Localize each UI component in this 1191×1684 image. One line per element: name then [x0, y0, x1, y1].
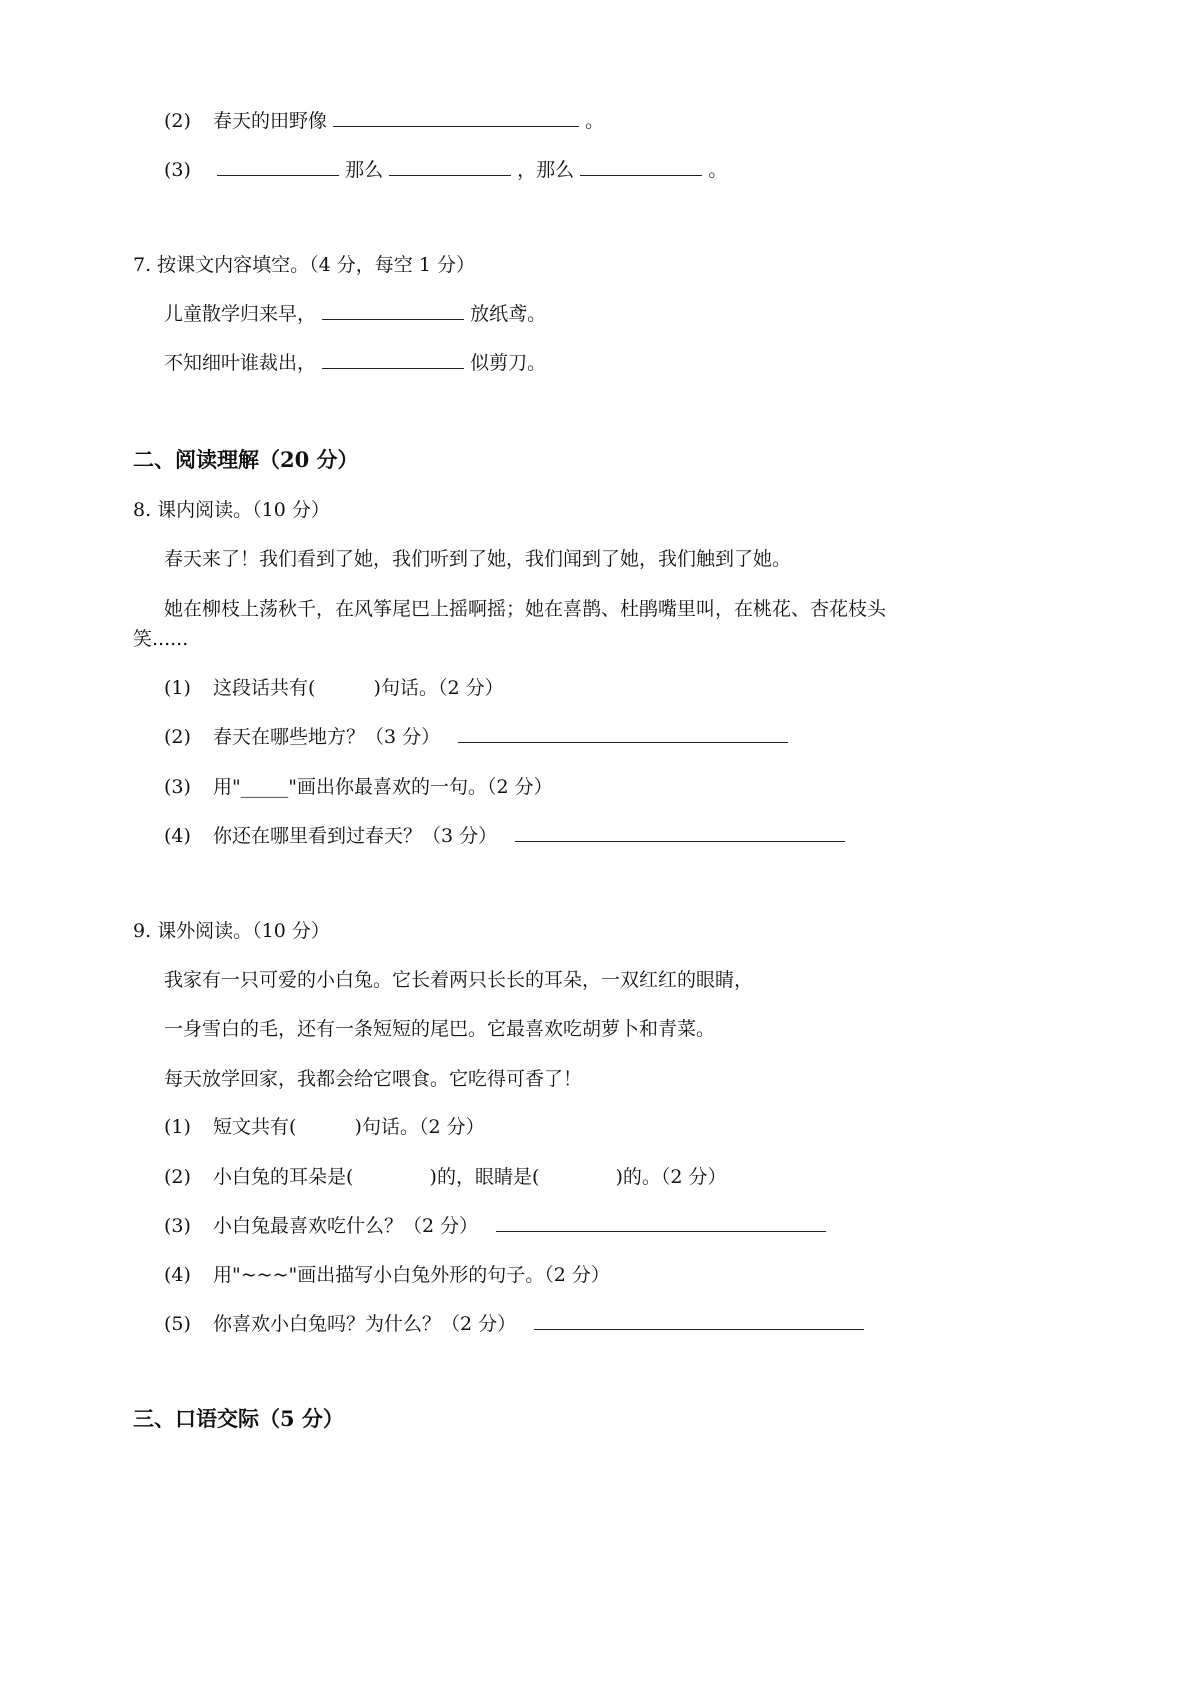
item-text: 小白兔最喜欢吃什么？（2 分）	[213, 1215, 479, 1237]
q8-sub4	[164, 823, 845, 849]
item-number: (4)	[164, 825, 191, 847]
q6-item3	[164, 157, 727, 183]
q9-sub1	[164, 1114, 485, 1140]
q9-sub5	[164, 1311, 864, 1337]
answer-blank[interactable]	[458, 724, 788, 743]
poem-text: 儿童散学归来早，	[164, 303, 317, 325]
answer-blank[interactable]	[322, 350, 464, 369]
poem-text: 不知细叶谁裁出，	[164, 352, 317, 374]
item-number: (2)	[164, 1166, 191, 1188]
item-text: 用"_____"画出你最喜欢的一句。（2 分）	[213, 776, 553, 798]
item-text: )句话。（2 分）	[354, 1116, 485, 1138]
item-number: (3)	[164, 776, 191, 798]
q9-passage-p2: 一身雪白的毛，还有一条短短的尾巴。它最喜欢吃胡萝卜和青菜。	[164, 1018, 716, 1040]
answer-blank[interactable]	[534, 1311, 864, 1330]
q8-sub3	[164, 774, 553, 800]
item-text: 用"~~~"画出描写小白兔外形的句子。（2 分）	[213, 1264, 610, 1286]
item-number: (5)	[164, 1313, 191, 1335]
answer-blank[interactable]	[389, 157, 511, 176]
q9-title: 9. 课外阅读。（10 分）	[133, 920, 330, 942]
q7-line1	[164, 301, 546, 327]
item-number: (2)	[164, 726, 191, 748]
item-number: (1)	[164, 1116, 191, 1138]
section-heading: 三、口语交际（5 分）	[133, 1406, 344, 1431]
item-text: ，那么	[517, 159, 575, 181]
item-text: 你喜欢小白兔吗？为什么？（2 分）	[213, 1313, 517, 1335]
q9-sub4	[164, 1262, 610, 1288]
section-heading: 二、阅读理解（20 分）	[133, 447, 359, 472]
item-number: (3)	[164, 159, 191, 181]
item-text: 春天的田野像	[213, 110, 328, 132]
q7-title: 7. 按课文内容填空。（4 分，每空 1 分）	[133, 254, 475, 276]
q8-passage-p2: 她在柳枝上荡秋千，在风筝尾巴上摇啊摇；她在喜鹊、杜鹃嘴里叫，在桃花、杏花枝头	[164, 598, 887, 620]
item-text: 那么	[345, 159, 384, 181]
item-number: (3)	[164, 1215, 191, 1237]
item-text: 小白兔的耳朵是(	[213, 1166, 354, 1188]
answer-blank[interactable]	[496, 1213, 826, 1232]
answer-blank[interactable]	[515, 823, 845, 842]
item-text: )句话。（2 分）	[373, 677, 504, 699]
q9-sub2	[164, 1164, 727, 1190]
poem-text: 放纸鸢。	[470, 303, 547, 325]
item-text: 你还在哪里看到过春天？（3 分）	[213, 825, 498, 847]
q9-passage-p1: 我家有一只可爱的小白兔。它长着两只长长的耳朵，一双红红的眼睛，	[164, 969, 754, 991]
item-text: )的，眼睛是(	[429, 1166, 540, 1188]
q7-line2	[164, 350, 546, 376]
item-end: 。	[585, 110, 605, 132]
item-number: (4)	[164, 1264, 191, 1286]
q9-passage-p3: 每天放学回家，我都会给它喂食。它吃得可香了！	[164, 1068, 583, 1090]
q6-item2	[164, 108, 604, 134]
q8-title: 8. 课内阅读。（10 分）	[133, 499, 330, 521]
item-text: 春天在哪些地方？（3 分）	[213, 726, 441, 748]
answer-blank[interactable]	[580, 157, 702, 176]
answer-blank[interactable]	[322, 301, 464, 320]
q9-sub3	[164, 1213, 826, 1239]
item-end: 。	[708, 159, 728, 181]
poem-text: 似剪刀。	[470, 352, 547, 374]
answer-blank[interactable]	[333, 108, 579, 127]
item-number: (2)	[164, 110, 191, 132]
q8-passage-p2-cont: 笑......	[133, 628, 189, 650]
q8-passage-p1: 春天来了！我们看到了她，我们听到了她，我们闻到了她，我们触到了她。	[164, 548, 792, 570]
item-text: 这段话共有(	[213, 677, 316, 699]
item-text: )的。（2 分）	[615, 1166, 727, 1188]
q8-sub1	[164, 675, 504, 701]
item-text: 短文共有(	[213, 1116, 297, 1138]
q8-sub2	[164, 724, 788, 750]
answer-blank[interactable]	[217, 157, 339, 176]
item-number: (1)	[164, 677, 191, 699]
